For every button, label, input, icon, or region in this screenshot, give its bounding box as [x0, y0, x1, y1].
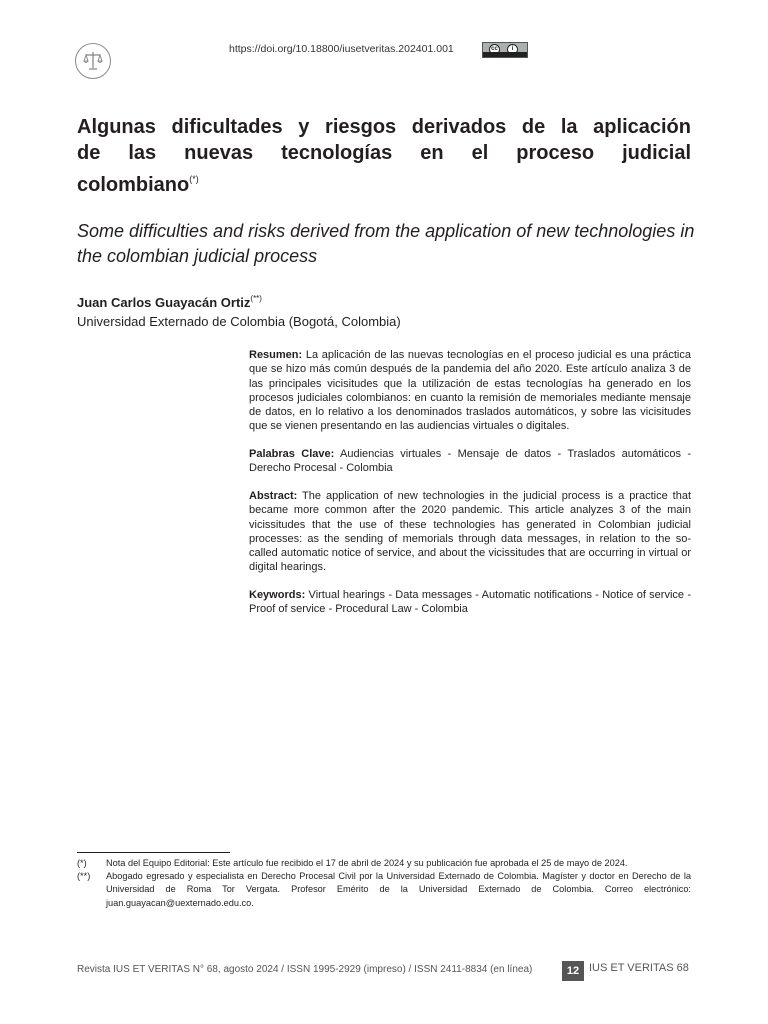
keywords-text: Virtual hearings - Data messages - Automatic notifications - Notice of service - Proof of service - Procedural Law - Colombia [249, 589, 691, 616]
palabras-clave-paragraph [249, 447, 691, 476]
palabras-clave-label: Palabras Clave: [249, 448, 335, 460]
abstract-text: The application of new technologies in the judicial process is a practice that became more common after the 2020 pandemic. This article analyzes 3 of the main vicissitudes that the use of these technologies has generated in Colombian judicial processes: as the sending of memorials through data messages, in relation to the so-called automatic notice of service, and about the vicissitudes that are occurring in virtual or digital hearings. [249, 490, 691, 574]
page-number: 12 [562, 961, 584, 981]
footnote-2-mark: (**) [77, 871, 91, 881]
title-footnote-mark: (*) [189, 174, 199, 184]
author-affiliation: Universidad Externado de Colombia (Bogotá, Colombia) [77, 314, 401, 329]
abstract-paragraph [249, 489, 691, 575]
palabras-clave-text: Audiencias virtuales - Mensaje de datos - Traslados automáticos - Derecho Procesal - Colombia [249, 448, 691, 475]
cc-by-license-icon[interactable] [482, 42, 528, 58]
footnote-2 [77, 870, 691, 910]
footnote-1-mark: (*) [77, 858, 87, 868]
scales-of-justice-icon [75, 43, 111, 79]
keywords-label: Keywords: [249, 589, 306, 601]
journal-name: IUS ET VERITAS 68 [589, 962, 689, 974]
author-name [77, 294, 262, 310]
license-bar [483, 52, 527, 57]
footnote-1 [77, 857, 691, 870]
keywords-paragraph [249, 588, 691, 617]
article-subtitle-english: Some difficulties and risks derived from the application of new technologies in the colombian judicial process [77, 221, 695, 266]
doi-link[interactable]: https://doi.org/10.18800/iusetveritas.202401.001 [229, 43, 454, 55]
footnote-2-text: Abogado egresado y especialista en Derecho Procesal Civil por la Universidad Externado de Colombia. Magíster y doctor en Derecho de la Universidad de Roma Tor Vergata. Profesor Emérito de la Universidad Externado de Colombia. Correo electrónico: juan.guayacan@uexternado.edu.co. [106, 871, 691, 908]
title-line-1: Algunas dificultades y riesgos derivados de la aplicación [77, 116, 691, 138]
footnote-1-text: Nota del Equipo Editorial: Este artículo fue recibido el 17 de abril de 2024 y su publicación fue aprobada el 25 de mayo de 2024. [106, 858, 628, 868]
scales-glyph [83, 50, 103, 72]
title-line-2: de las nuevas tecnologías en el proceso judicial [77, 142, 691, 164]
footer-citation: Revista IUS ET VERITAS N° 68, agosto 2024 / ISSN 1995-2929 (impreso) / ISSN 2411-8834 (en línea) [77, 964, 533, 975]
author-name-text: Juan Carlos Guayacán Ortiz [77, 295, 251, 310]
resumen-text: La aplicación de las nuevas tecnologías en el proceso judicial es una práctica que se hizo más común después de la pandemia del año 2020. Este artículo analiza 3 de las principales vicisitudes que la utilización de estas tecnologías ha generado en los procesos judiciales colombianos: en cuanto la remisión de memoriales mediante mensaje de datos, en lo relativo a los denominados traslados automáticos, y sobre las vicisitudes que se vienen presentando en las audiencias virtuales o digitales. [249, 349, 691, 433]
title-line-3: colombiano [77, 174, 190, 196]
footnote-divider [77, 852, 230, 853]
author-footnote-mark: (**) [250, 294, 262, 303]
article-title [77, 114, 691, 198]
abstract-label: Abstract: [249, 490, 298, 502]
cc-circle-icon: cc [489, 44, 500, 55]
resumen-label: Resumen: [249, 349, 303, 361]
by-person-icon: i [507, 44, 518, 55]
resumen-paragraph [249, 348, 691, 434]
